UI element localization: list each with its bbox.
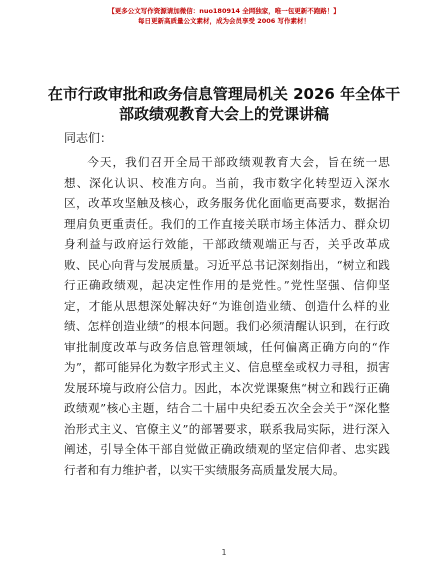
salutation: 同志们： — [64, 131, 113, 145]
page-number: 1 — [221, 548, 227, 557]
document-title: 在市行政审批和政务信息管理局机关 2026 年全体干部政绩观教育大会上的党课讲稿 — [47, 85, 401, 123]
banner-line-1: 【更多公文写作资源请加微信：nuo180914 全网独家，唯一包更新不跑路！】 — [108, 7, 340, 15]
body-paragraph: 今天，我们召开全局干部政绩观教育大会，旨在统一思想、深化认识、校准方向。当前，我市数字化转型迈入深水区，改革攻坚触及核心，政务服务优化面临更高要求，数据治理肩负更重责任。我们的工作直接关联市场主体活力、群众切身利益与政府运行效能，干部政绩观端正与否，关乎改革成败、民心向背与发展质量。习近平总书记深刻指出，“树立和践行正确政绩观，起决定性作用的是党性。”党性坚强、信仰坚定，才能从思想深处解决好“为谁创造业绩、创造什么样的业绩、怎样创造业绩”的根本问题。我们必须清醒认识到，在行政审批制度改革与政务信息管理领域，任何偏离正确方向的“作为”，都可能异化为数字形式主义、信息壁垒或权力寻租，损害发展环境与政府公信力。因此，本次党课聚焦“树立和践行正确政绩观”核心主题，结合二十届中央纪委五次全会关于“深化整治形式主义、官僚主义”的部署要求，联系我局实际，进行深入阐述，引导全体干部自觉做正确政绩观的坚定信仰者、忠实践行者和有力维护者，以实干实绩服务高质量发展大局。 — [64, 155, 390, 477]
header-banner — [0, 6, 448, 26]
banner-line-2: 每日更新高质量公文素材，成为会员享受 2006 写作素材！ — [137, 17, 311, 25]
document-body — [64, 152, 390, 480]
